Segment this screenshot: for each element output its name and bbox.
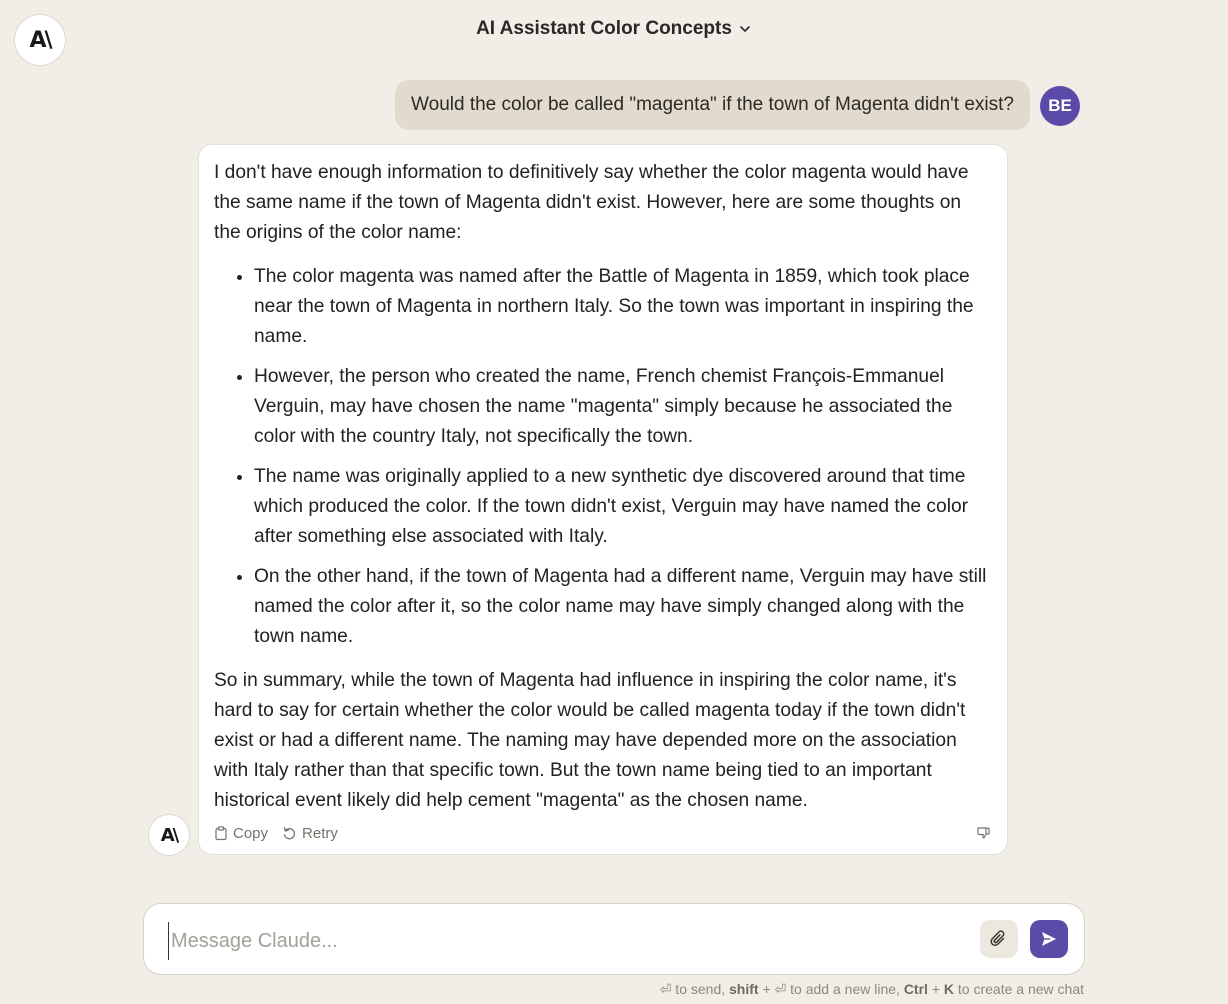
hint-text: + <box>758 981 775 997</box>
user-message-row <box>395 80 1030 130</box>
ctrl-key-label: Ctrl <box>903 981 928 997</box>
assistant-summary: So in summary, while the town of Magenta had influence in inspiring the color name, it's hard to say for certain whether the color would be called magenta today if the town didn't exist or had a different name. The naming may have depended more on the association with Italy rather than that specific town. But the town name being tied to an important historical event likely did help cement "magenta" as the chosen name. <box>214 670 966 811</box>
anthropic-logo-icon: A\ <box>29 27 51 53</box>
chevron-down-icon <box>738 22 752 36</box>
keyboard-hint <box>660 981 1084 998</box>
chat-title-menu[interactable] <box>476 18 752 40</box>
send-arrow-icon <box>1039 929 1059 949</box>
hint-text: to send, <box>671 981 730 997</box>
user-avatar[interactable]: BE <box>1040 86 1080 126</box>
assistant-bullet-list <box>214 262 992 652</box>
assistant-message-body <box>214 158 992 816</box>
anthropic-logo-icon: A\ <box>160 824 178 846</box>
retry-icon <box>282 826 297 841</box>
hint-text: + <box>927 981 944 997</box>
chat-title: AI Assistant Color Concepts <box>476 18 732 39</box>
thumbs-down-icon <box>976 825 992 841</box>
copy-label: Copy <box>233 824 269 842</box>
assistant-intro: I don't have enough information to definitively say whether the color magenta would have the same name if the town of Magenta didn't exist. However, here are some thoughts on the origins of the color name: <box>214 162 969 243</box>
list-item: • The name was originally applied to a new synthetic dye discovered around that time which produced the color. If the town didn't exist, Verguin may have named the color after something else associated with Italy. <box>254 462 992 552</box>
enter-key-icon: ⏎ <box>774 981 787 997</box>
hint-text: to create a new chat <box>954 981 1084 997</box>
list-item: • However, the person who created the name, French chemist François-Emmanuel Verguin, may have chosen the name "magenta" simply because he associated the color with the country Italy, not specifically the town. <box>254 362 992 452</box>
attach-button[interactable] <box>980 920 1018 958</box>
k-key-label: K <box>943 981 955 997</box>
paperclip-icon <box>989 929 1009 949</box>
message-input[interactable] <box>168 922 963 960</box>
copy-button[interactable] <box>214 825 268 842</box>
clipboard-icon <box>214 826 228 841</box>
enter-key-icon: ⏎ <box>659 981 672 997</box>
assistant-message <box>198 144 1008 855</box>
list-item: • The color magenta was named after the Battle of Magenta in 1859, which took place near the town of Magenta in northern Italy. So the town was important in inspiring the name. <box>254 262 992 352</box>
thumbs-down-button[interactable] <box>976 825 992 841</box>
user-message: Would the color be called "magenta" if the town of Magenta didn't exist? <box>395 80 1030 130</box>
message-actions <box>214 822 992 844</box>
assistant-avatar <box>148 814 190 856</box>
send-button[interactable] <box>1030 920 1068 958</box>
message-composer <box>143 903 1085 975</box>
hint-text: to add a new line, <box>786 981 904 997</box>
list-item: • On the other hand, if the town of Magenta had a different name, Verguin may have still named the color after it, so the color name may have simply changed along with the town name. <box>254 562 992 652</box>
retry-button[interactable] <box>282 825 338 842</box>
retry-label: Retry <box>302 824 338 842</box>
chat-title-bar <box>0 18 1228 40</box>
shift-key-label: shift <box>729 981 759 997</box>
